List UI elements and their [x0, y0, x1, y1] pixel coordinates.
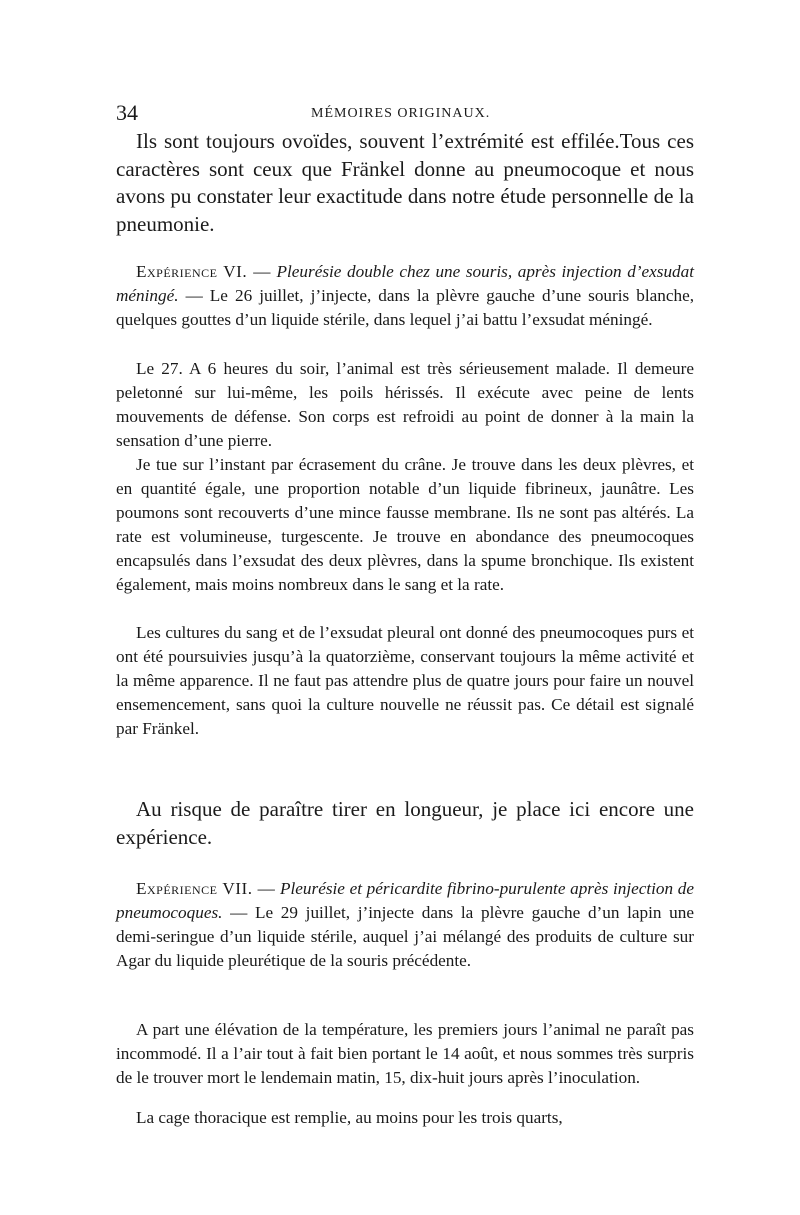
paragraph-autopsy: Je tue sur l’instant par écrasement du crâne. Je trouve dans les deux plèvres, et en quantité égale, une proportion notable d’un liquide fibrineux, jaunâtre. Les poumons sont recouverts d’une mince fausse membrane. Ils ne sont pas altérés. La rate est volumineuse, turgescente. Je trouve en abondance des pneumocoques encapsulés dans l’exsudat des deux plèvres, dans la spume bronchique. Ils existent également, mais moins nombreux dans le sang et la rate.	[116, 455, 694, 595]
paragraph-intro: Ils sont toujours ovoïdes, souvent l’extrémité est effilée.Tous ces caractères sont ceux que Fränkel donne au pneumocoque et nous avons pu constater leur exactitude dans notre étude personnelle de la pneumonie.	[116, 129, 694, 236]
page-header	[116, 101, 694, 125]
experiment-text: — Le 26 juillet, j’injecte, dans la plèvre gauche d’une souris blanche, quelques gouttes d’un liquide stérile, dans lequel j’ai battu l’exsudat méningé.	[116, 286, 694, 330]
experiment-title: Pleurésie et péricardite fibrino-purulente après injection de pneumocoques.	[116, 879, 694, 923]
paragraph-cultures: Les cultures du sang et de l’exsudat pleural ont donné des pneumocoques purs et ont été poursuivies jusqu’à la quatorzième, conservant toujours la même activité et la même apparence. Il ne faut pas attendre plus de quatre jours pour faire un nouvel ensemencement, sans quoi la culture nouvelle ne réussit pas. Ce détail est signalé par Fränkel.	[116, 623, 694, 739]
running-head: MÉMOIRES ORIGINAUX.	[311, 106, 491, 121]
paragraph-outcome: A part une élévation de la température, les premiers jours l’animal ne paraît pas incommodé. Il a l’air tout à fait bien portant le 14 août, et nous sommes très surpris de le trouver mort le lendemain matin, 15, dix-huit jours après l’inoculation.	[116, 1020, 694, 1088]
paragraph-transition: Au risque de paraître tirer en longueur, je place ici encore une expérience.	[116, 797, 694, 849]
page-number: 34	[116, 100, 138, 125]
paragraph-thorax: La cage thoracique est remplie, au moins pour les trois quarts,	[136, 1108, 563, 1127]
experiment-vii-heading	[116, 877, 694, 973]
paragraph-observation: Le 27. A 6 heures du soir, l’animal est très sérieusement malade. Il demeure peletonné sur lui-même, les poils hérissés. Il exécute avec peine de lents mouvements de défense. Son corps est refroidi au point de donner à la main la sensation d’une pierre.	[116, 359, 694, 451]
experiment-vi-heading	[116, 260, 694, 332]
experiment-title: Pleurésie double chez une souris, après injection d’exsudat méningé.	[116, 262, 695, 306]
experiment-label: Expérience VII. —	[136, 879, 276, 898]
experiment-text: — Le 29 juillet, j’injecte dans la plèvre gauche d’un lapin une demi-seringue d’un liquide stérile, auquel j’ai mélangé des produits de culture sur Agar du liquide pleurétique de la souris précédente.	[116, 903, 694, 971]
experiment-label: Expérience VI. —	[136, 262, 271, 281]
